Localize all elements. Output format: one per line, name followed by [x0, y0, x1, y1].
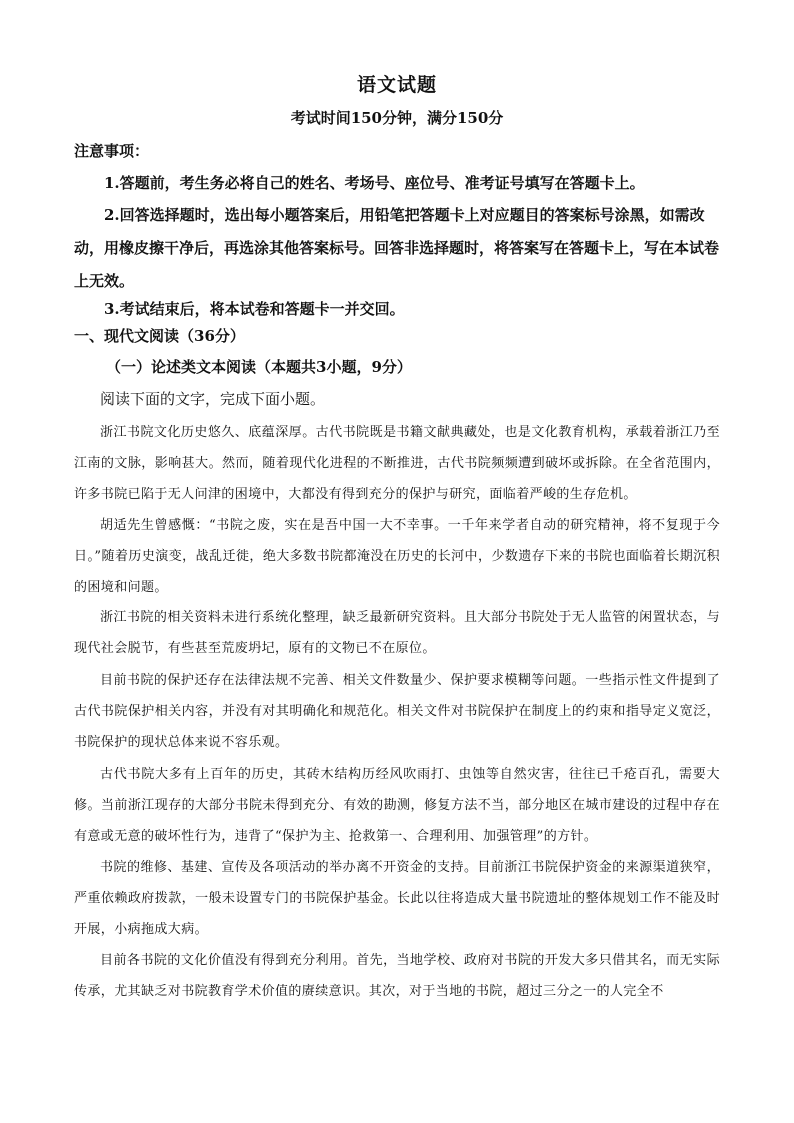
- section-heading: 一、现代文阅读（36分）: [74, 327, 245, 345]
- passage-paragraph: 目前各书院的文化价值没有得到充分利用。首先，当地学校、政府对书院的开发大多只借其名，而无实际传承，尤其缺乏对书院教育学术价值的赓续意识。其次，对于当地的书院，超过三分之一的人完全不: [74, 953, 720, 999]
- reading-instruction: 阅读下面的文字，完成下面小题。: [100, 392, 326, 408]
- exam-title: 语文试题: [356, 74, 437, 96]
- passage-paragraph: 书院的维修、基建、宣传及各项活动的举办离不开资金的支持。目前浙江书院保护资金的来源渠道狭窄，严重依赖政府拨款，一般未设置专门的书院保护基金。长此以往将造成大量书院遗址的整体规划工作不能及时开展，小病拖成大病。: [74, 860, 720, 937]
- subsection-heading: （一）论述类文本阅读（本题共3小题，9分）: [106, 358, 412, 376]
- passage-paragraph: 目前书院的保护还存在法律法规不完善、相关文件数量少、保护要求模糊等问题。一些指示性文件提到了古代书院保护相关内容，并没有对其明确化和规范化。相关文件对书院保护在制度上的约束和指导定义宽泛，书院保护的现状总体来说不容乐观。: [74, 673, 720, 750]
- notice-item-1: 1.答题前，考生务必将自己的姓名、考场号、座位号、准考证号填写在答题卡上。: [104, 174, 645, 192]
- passage-paragraph: 浙江书院的相关资料未进行系统化整理，缺乏最新研究资料。且大部分书院处于无人监管的闲置状态，与现代社会脱节，有些甚至荒废坍圮，原有的文物已不在原位。: [74, 610, 720, 656]
- passage-paragraph: 古代书院大多有上百年的历史，其砖木结构历经风吹雨打、虫蚀等自然灾害，往往已千疮百孔，需要大修。当前浙江现存的大部分书院未得到充分、有效的勘测，修复方法不当，部分地区在城市建设的过程中存在有意或无意的破坏性行为，违背了“保护为主、抢救第一、合理利用、加强管理”的方针。: [74, 767, 720, 844]
- notice-heading: 注意事项：: [74, 142, 150, 160]
- notice-item-2: 2.回答选择题时，选出每小题答案后，用铅笔把答题卡上对应题目的答案标号涂黑，如需改动，用橡皮擦干净后，再选涂其他答案标号。回答非选择题时，将答案写在答题卡上，写在本试卷上无效。: [74, 206, 720, 290]
- passage-paragraph: 浙江书院文化历史悠久、底蕴深厚。古代书院既是书籍文献典藏处，也是文化教育机构，承载着浙江乃至江南的文脉，影响甚大。然而，随着现代化进程的不断推进，古代书院频频遭到破坏或拆除。在全省范围内，许多书院已陷于无人问津的困境中，大都没有得到充分的保护与研究，面临着严峻的生存危机。: [74, 425, 720, 502]
- passage-paragraph: 胡适先生曾感慨：“书院之废，实在是吾中国一大不幸事。一千年来学者自动的研究精神，将不复现于今日。”随着历史演变，战乱迁徙，绝大多数书院都淹没在历史的长河中，少数遗存下来的书院也面临着长期沉积的困境和问题。: [74, 518, 720, 595]
- exam-subtitle: 考试时间150分钟，满分150分: [290, 109, 504, 127]
- notice-item-3: 3.考试结束后，将本试卷和答题卡一并交回。: [104, 300, 405, 318]
